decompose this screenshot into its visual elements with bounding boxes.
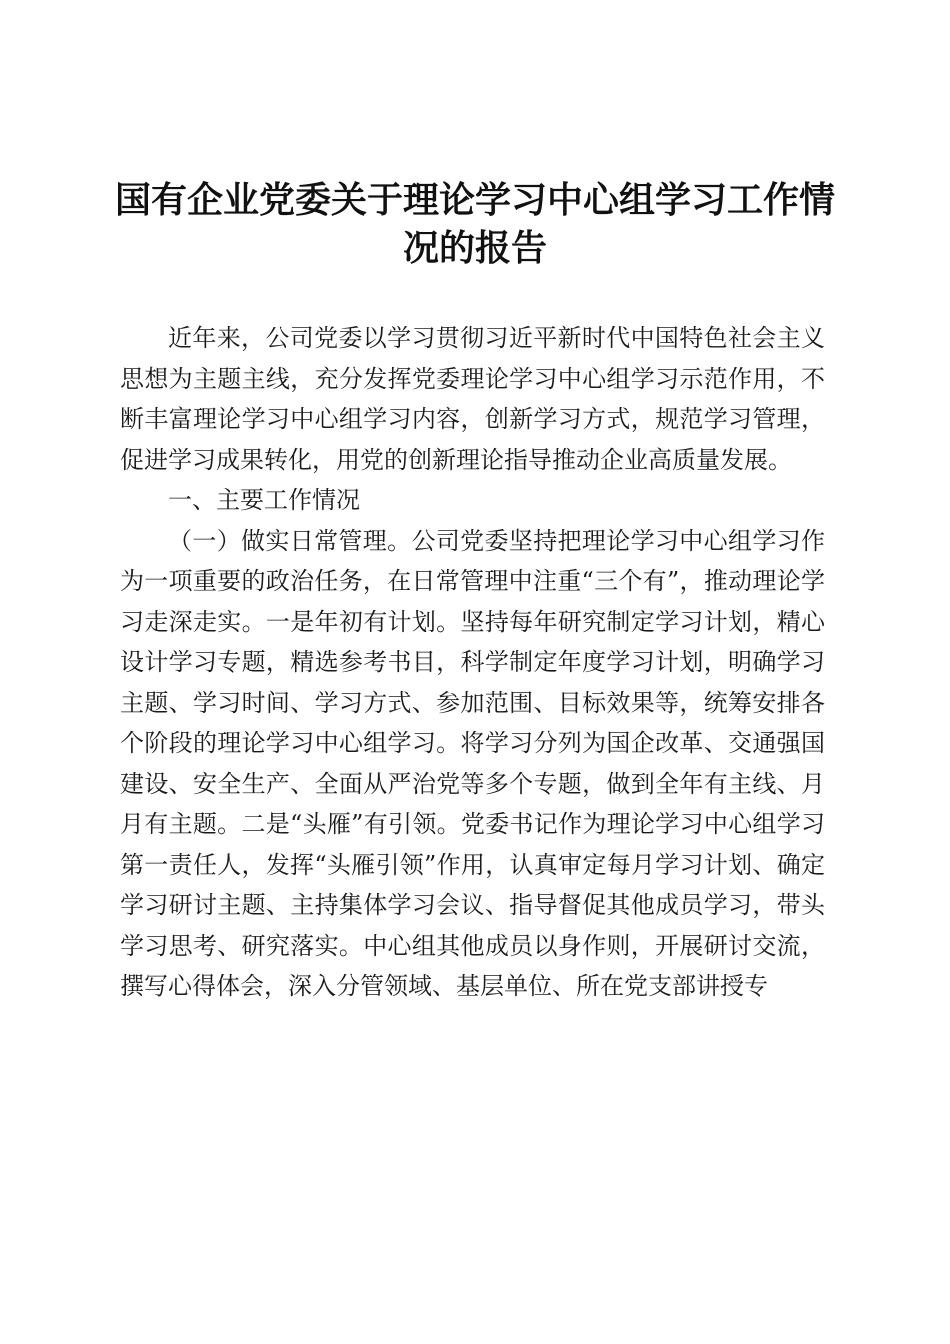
intro-paragraph: 近年来，公司党委以学习贯彻习近平新时代中国特色社会主义思想为主题主线，充分发挥党委理论学习中心组学习示范作用，不断丰富理论学习中心组学习内容，创新学习方式，规范学习管理，促进学习成果转化，用党的创新理论指导推动企业高质量发展。: [120, 324, 825, 474]
document-body: [120, 318, 825, 1007]
subsection-lead: （一）做实日常管理。: [168, 526, 412, 555]
document-title: 国有企业党委关于理论学习中心组学习工作情况的报告: [114, 179, 835, 269]
subsection-text: 公司党委坚持把理论学习中心组学习作为一项重要的政治任务，在日常管理中注重“三个有”，推动理论学习走深走实。一是年初有计划。坚持每年研究制定学习计划，精心设计学习专题，精选参考书目，科学制定年度学习计划，明确学习主题、学习时间、学习方式、参加范围、目标效果等，统筹安排各个阶段的理论学习中心组学习。将学习分列为国企改革、交通强国建设、安全生产、全面从严治党等多个专题，做到全年有主线、月月有主题。二是“头雁”有引领。党委书记作为理论学习中心组学习第一责任人，发挥“头雁引领”作用，认真审定每月学习计划、确定学习研讨主题、主持集体学习会议、指导督促其他成员学习，带头学习思考、研究落实。中心组其他成员以身作则，开展研讨交流，撰写心得体会，深入分管领域、基层单位、所在党支部讲授专: [120, 526, 826, 1000]
section-heading: 一、主要工作情况: [168, 486, 360, 514]
subsection-paragraph: [120, 521, 825, 1007]
